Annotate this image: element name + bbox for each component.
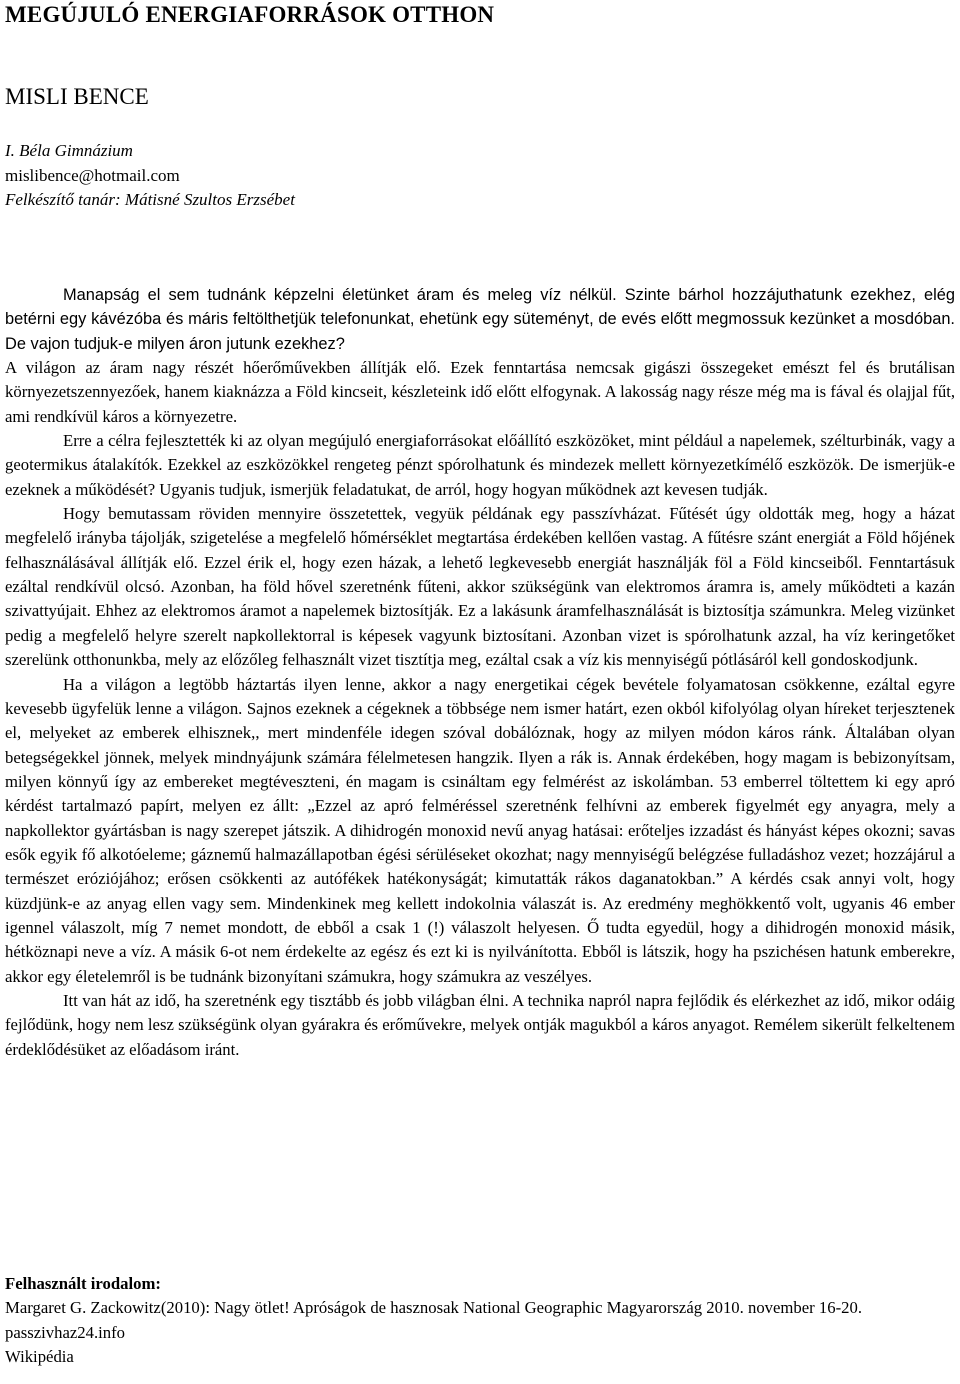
paper-body: [5, 283, 955, 1062]
paragraph-renewables: Erre a célra fejlesztették ki az olyan megújuló energiaforrásokat előállító eszközöket, mint például a napelemek, szélturbinák, vagy a geotermikus átalakítók. Ezekkel az eszközökkel rengeteg pénzt spórolhatunk és mindezek mellett környezetkímélő eszközök. De ismerjük-e ezeknek a működését? Ugyanis tudjuk, ismerjük feladatukat, de arról, hogy hogyan működnek azt kevesen tudják.: [5, 431, 955, 499]
reference-item: Wikipédia: [5, 1346, 74, 1366]
paragraph-power-plants: A világon az áram nagy részét hőerőművekben állítják elő. Ezek fenntartása nemcsak gigászi összegeket emészt fel és brutálisan környezetszennyezőek, hanem kiaknázza a Föld kincseit, készleteink idő előtt elfogynak. A lakosság nagy része még ma is fával és olajjal fűt, ami rendkívül káros a környezetre.: [5, 358, 955, 426]
school-name: I. Béla Gimnázium: [5, 141, 133, 160]
teacher-line: Felkészítő tanár: Mátisné Szultos Erzsébet: [5, 190, 295, 209]
references: [5, 1272, 955, 1369]
paragraph-survey: Ha a világon a legtöbb háztartás ilyen lenne, akkor a nagy energetikai cégek bevétele folyamatosan csökkenne, ezáltal egyre kevesebb ügyfelük lenne a világon. Sajnos ezeknek a cégeknek a többsége nem ismer határt, ezen okból kifolyólag olyan híreket terjesztenek el, melyeket az emberek elhisznek,, mert mindenféle idegen szóval dobálóznak, hogy az milyen módon káros ránk. Általában olyan betegségekkel jönnek, melyek mindnyájunk számára félelmetesen hangzik. Ilyen a rák is. Annak érdekében, hogy magam is bebizonyítsam, milyen könnyű így az embereket megtéveszteni, én magam is csináltam egy felmérést az iskolámban. 53 emberrel töltettem ki egy apró kérdést tartalmazó papírt, melyen ez állt: „Ezzel az apró felméréssel szeretnénk felhívni az emberek figyelmét egy anyagra, mely a napkollektor gyártásban is nagy szerepet játszik. A dihidrogén monoxid nevű anyag hatásai: erőteljes izzadást és hányást képes okozni; savas esők egyik fő alkotóeleme; gáznemű halmazállapotban égési sérüléseket okozhat; nagy mennyiségű belégzése fulladáshoz vezet; hozzájárul a természet eróziójához; erősen csökkenti az autófékek hatékonyságát; kimutatták rákos daganatokban.” A kérdés csak annyi volt, hogy küzdjünk-e az anyag ellen vagy sem. Mindenkinek meg kellett indokolnia válaszát is. Az eredmény meghökkentő volt, ugyanis 46 ember igennel válaszolt, míg 7 nemet mondott, de ebből a csak 1 (!) válaszolt helyesen. Ő tudta egyedül, hogy a dihidrogén monoxid másik, hétköznapi neve a víz. A másik 6-ot nem érdekelte az egész és ezt ki is nyilvánította. Ebből is látszik, hogy ha pszichésen hatunk emberekre, akkor egy életelemről is be tudnánk bizonyítani számukra, hogy számukra az veszélyes.: [5, 674, 955, 986]
paper-title: MEGÚJULÓ ENERGIAFORRÁSOK OTTHON: [5, 2, 495, 27]
reference-item: Margaret G. Zackowitz(2010): Nagy ötlet! Apróságok de hasznosak National Geographic Magyarország 2010. november 16-20.: [5, 1298, 862, 1318]
paragraph-intro: Manapság el sem tudnánk képzelni életünket áram és meleg víz nélkül. Szinte bárhol hozzájuthatunk ezekhez, elég betérni egy kávézóba és máris feltölthetjük telefonunkat, ehetünk egy süteményt, de evés előtt megmossuk kezünket a mosdóban. De vajon tudjuk-e milyen áron jutunk ezekhez?: [5, 286, 955, 353]
author-email: mislibence@hotmail.com: [5, 165, 180, 185]
author-name: MISLI BENCE: [5, 84, 149, 109]
paragraph-passive-house: Hogy bemutassam röviden mennyire összetettek, vegyük példának egy passzívházat. Fűtését úgy oldották meg, hogy a házat megfelelő irányba tájolják, szigetelése a megfelelő hőmérséklet megtartása érdekében kellően vastag. A fűtésre szánt energiát a Föld hőjének felhasználásával állítják elő. Ezzel érik el, hogy ezen házak, a lehető legkevesebb energiát használják föl a Föld kincseiből. Fenntartásuk ezáltal rendkívül olcsó. Azonban, ha föld hővel szeretnénk fűteni, akkor szükségünk van elektromos áramra is, amely működteti a kazán szivattyújait. Ehhez az elektromos áramot a napelemek biztosítják. Ez a lakásunk áramfelhasználását is biztosítja számunkra. Meleg vizünket pedig a megfelelő helyre szerelt napkollektorral is képesek vagyunk biztosítani. Azonban vizet is spórolhatunk azzal, ha víz keringetőket szerelünk otthonunkba, mely az előzőleg felhasznált vizet tisztítja meg, ezáltal csak a víz kis mennyiségű pótlásáról kell gondoskodjunk.: [5, 504, 955, 670]
references-heading: Felhasznált irodalom:: [5, 1274, 161, 1293]
author-meta: [5, 139, 295, 213]
reference-item: passzivhaz24.info: [5, 1322, 126, 1342]
paragraph-conclusion: Itt van hát az idő, ha szeretnénk egy tisztább és jobb világban élni. A technika napról napra fejlődik és elérkezhet az idő, mikor odáig fejlődünk, hogy nem lesz szükségünk olyan gyárakra és erőművekre, melyek ontják magukból a káros anyagot. Remélem sikerült felkeltenem érdeklődésüket az előadásom iránt.: [5, 990, 955, 1059]
